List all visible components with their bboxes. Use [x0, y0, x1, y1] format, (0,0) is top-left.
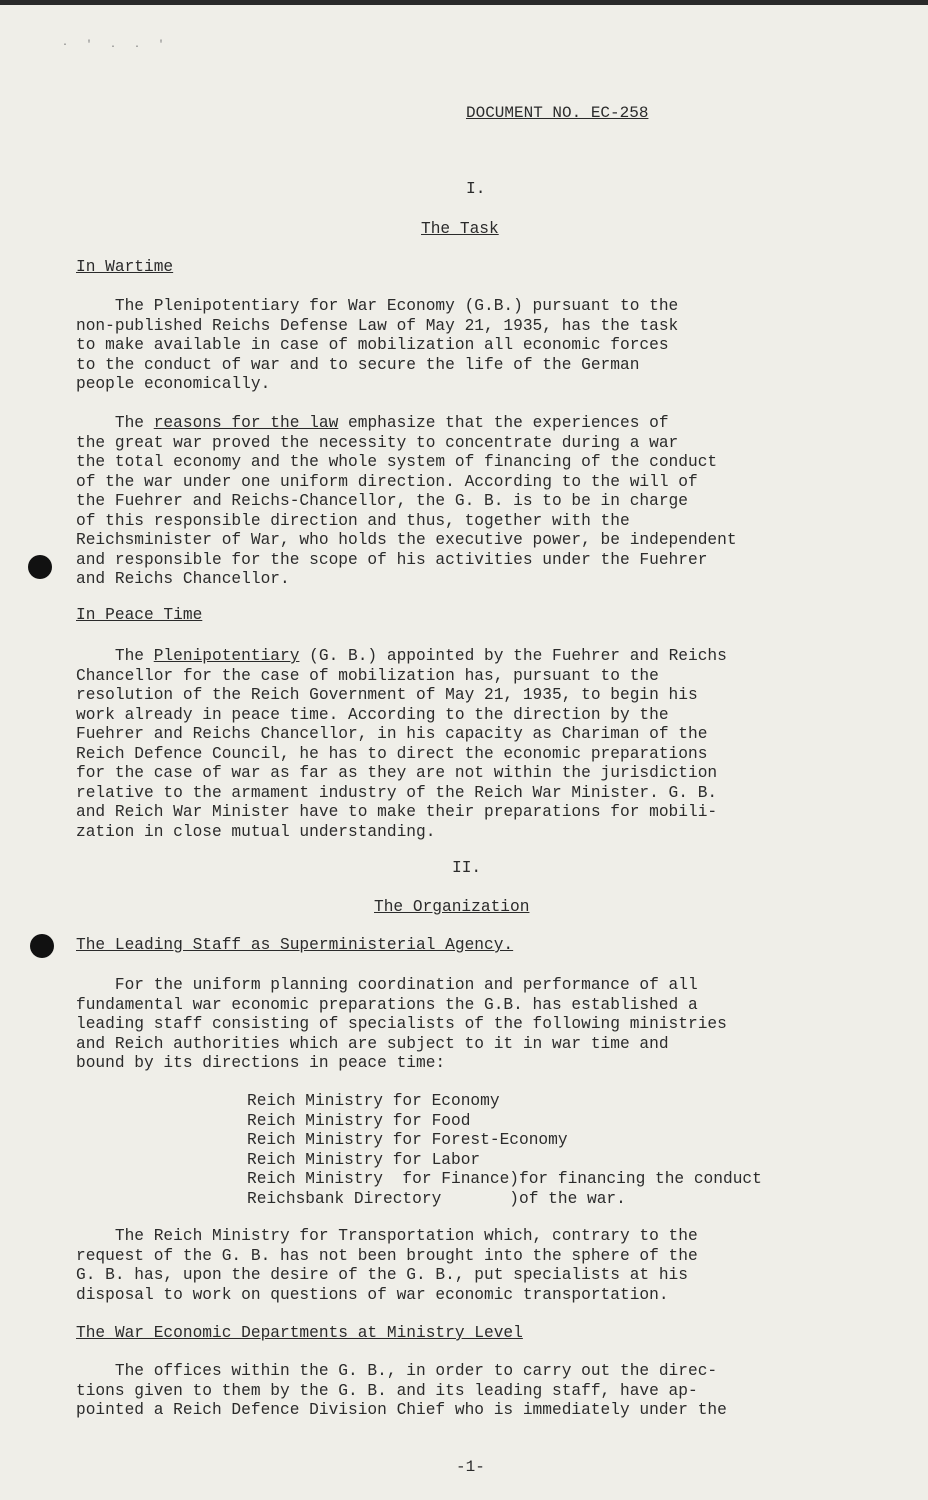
- list-item: Reich Ministry for Finance)for financing the conduct: [247, 1170, 762, 1188]
- section-numeral-1: I.: [466, 180, 486, 198]
- underlined-phrase: Plenipotentiary: [153, 647, 300, 665]
- paragraph-text: The: [76, 647, 154, 665]
- underlined-phrase: reasons for the law: [153, 414, 339, 432]
- paragraph-text: emphasize that the experiences of the great war proved the necessity to concentrate during a war the total economy and the whole system of financing of the conduct of the war under one uniform direction. According to the will of the Fuehrer and Reichs-Chancellor, the G. B. is to be in charge of this responsible direction and thus, together with the Reichsminister of War, who holds the executive power, be independent and responsible for the scope of his activities under the Fuehrer and Reichs Chancellor.: [76, 414, 737, 588]
- paragraph-leading-staff: For the uniform planning coordination and performance of all fundamental war economic preparations the G.B. has established a leading staff consisting of specialists of the following ministries and Reich authorities which are subject to it in war time and bound by its directions in peace time:: [76, 976, 727, 1072]
- document-number: DOCUMENT NO. EC-258: [466, 104, 649, 122]
- list-item: Reich Ministry for Economy: [247, 1092, 500, 1110]
- heading-in-wartime: In Wartime: [76, 258, 174, 276]
- ministry-list: [247, 1092, 762, 1209]
- paragraph-wartime-2: [76, 414, 737, 590]
- paragraph-wartime-1: The Plenipotentiary for War Economy (G.B.) pursuant to the non-published Reichs Defense Law of May 21, 1935, has the task to make available in case of mobilization all economic forces to the conduct of war and to secure the life of the German people economically.: [76, 297, 679, 393]
- list-item: Reich Ministry for Forest-Economy: [247, 1131, 568, 1149]
- punch-hole: [30, 934, 54, 958]
- scan-edge: [0, 0, 928, 5]
- paragraph-departments: The offices within the G. B., in order to carry out the direc- tions given to them by the G. B. and its leading staff, have ap- pointed a Reich Defence Division Chief who is immediately under the: [76, 1362, 727, 1419]
- list-item: Reich Ministry for Food: [247, 1111, 471, 1130]
- punch-hole: [28, 555, 52, 579]
- paragraph-peacetime: [76, 647, 727, 842]
- scan-specks: · ' . . ': [62, 40, 171, 51]
- section-title-organization: The Organization: [374, 898, 530, 916]
- section-title-task: The Task: [421, 220, 499, 238]
- heading-leading-staff: The Leading Staff as Superministerial Agency.: [76, 936, 514, 954]
- paragraph-transportation: The Reich Ministry for Transportation which, contrary to the request of the G. B. has not been brought into the sphere of the G. B. has, upon the desire of the G. B., put specialists at his disposal to work on questions of war economic transportation.: [76, 1227, 698, 1304]
- paragraph-text: (G. B.) appointed by the Fuehrer and Reichs Chancellor for the case of mobilization has, pursuant to the resolution of the Reich Government of May 21, 1935, to begin his work already in peace time. According to the direction by the Fuehrer and Reichs Chancellor, in his capacity as Chariman of the Reich Defence Council, he has to direct the economic preparations for the case of war as far as they are not within the jurisdiction relative to the armament industry of the Reich War Minister. G. B. and Reich War Minister have to make their preparations for mobili- zation in close mutual understanding.: [76, 647, 727, 841]
- paragraph-text: The: [76, 414, 154, 432]
- list-item: Reich Ministry for Labor: [247, 1150, 481, 1169]
- section-numeral-2: II.: [452, 859, 482, 877]
- heading-war-economic-departments: The War Economic Departments at Ministry Level: [76, 1324, 523, 1342]
- list-item: Reichsbank Directory )of the war.: [247, 1189, 626, 1208]
- heading-in-peace-time: In Peace Time: [76, 606, 203, 624]
- page-number: -1-: [456, 1458, 485, 1476]
